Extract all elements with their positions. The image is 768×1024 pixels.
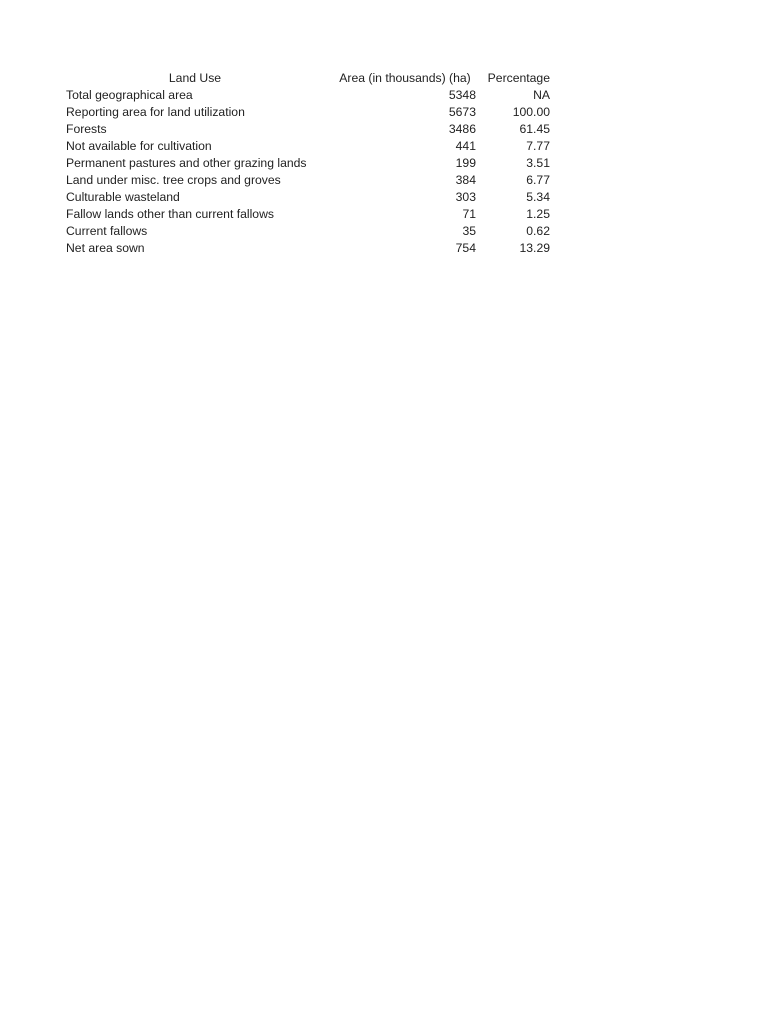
cell-land-use: Culturable wasteland	[66, 190, 180, 204]
cell-percentage: 0.62	[526, 224, 550, 238]
land-use-table	[64, 70, 550, 257]
table-row	[64, 104, 550, 121]
land-use-sheet	[64, 70, 550, 257]
cell-percentage: 5.34	[526, 190, 550, 204]
cell-area: 71	[462, 207, 476, 221]
cell-area: 5348	[448, 88, 476, 102]
table-row	[64, 240, 550, 257]
cell-land-use: Land under misc. tree crops and groves	[66, 173, 281, 187]
table-row	[64, 155, 550, 172]
cell-area: 3486	[448, 122, 476, 136]
cell-land-use: Not available for cultivation	[66, 139, 212, 153]
cell-area: 35	[462, 224, 476, 238]
cell-area: 5673	[448, 105, 476, 119]
table-row	[64, 87, 550, 104]
cell-area: 303	[455, 190, 476, 204]
cell-percentage: 61.45	[519, 122, 550, 136]
cell-percentage: 1.25	[526, 207, 550, 221]
cell-percentage: NA	[533, 88, 550, 102]
header-row	[64, 70, 550, 87]
cell-percentage: 3.51	[526, 156, 550, 170]
cell-land-use: Total geographical area	[66, 88, 193, 102]
cell-percentage: 7.77	[526, 139, 550, 153]
cell-area: 384	[455, 173, 476, 187]
cell-area: 754	[455, 241, 476, 255]
table-row	[64, 121, 550, 138]
table-row	[64, 138, 550, 155]
cell-land-use: Fallow lands other than current fallows	[66, 207, 274, 221]
header-land-use: Land Use	[168, 71, 222, 85]
cell-land-use: Reporting area for land utilization	[66, 105, 245, 119]
cell-land-use: Forests	[66, 122, 107, 136]
cell-land-use: Permanent pastures and other grazing lands	[66, 156, 307, 170]
table-row	[64, 172, 550, 189]
cell-area: 199	[455, 156, 476, 170]
cell-land-use: Net area sown	[66, 241, 145, 255]
table-row	[64, 223, 550, 240]
table-row	[64, 189, 550, 206]
header-percentage: Percentage	[487, 71, 550, 85]
cell-percentage: 100.00	[512, 105, 550, 119]
table-row	[64, 206, 550, 223]
cell-area: 441	[455, 139, 476, 153]
header-area: Area (in thousands) (ha)	[339, 71, 471, 85]
cell-percentage: 6.77	[526, 173, 550, 187]
cell-land-use: Current fallows	[66, 224, 148, 238]
cell-percentage: 13.29	[519, 241, 550, 255]
